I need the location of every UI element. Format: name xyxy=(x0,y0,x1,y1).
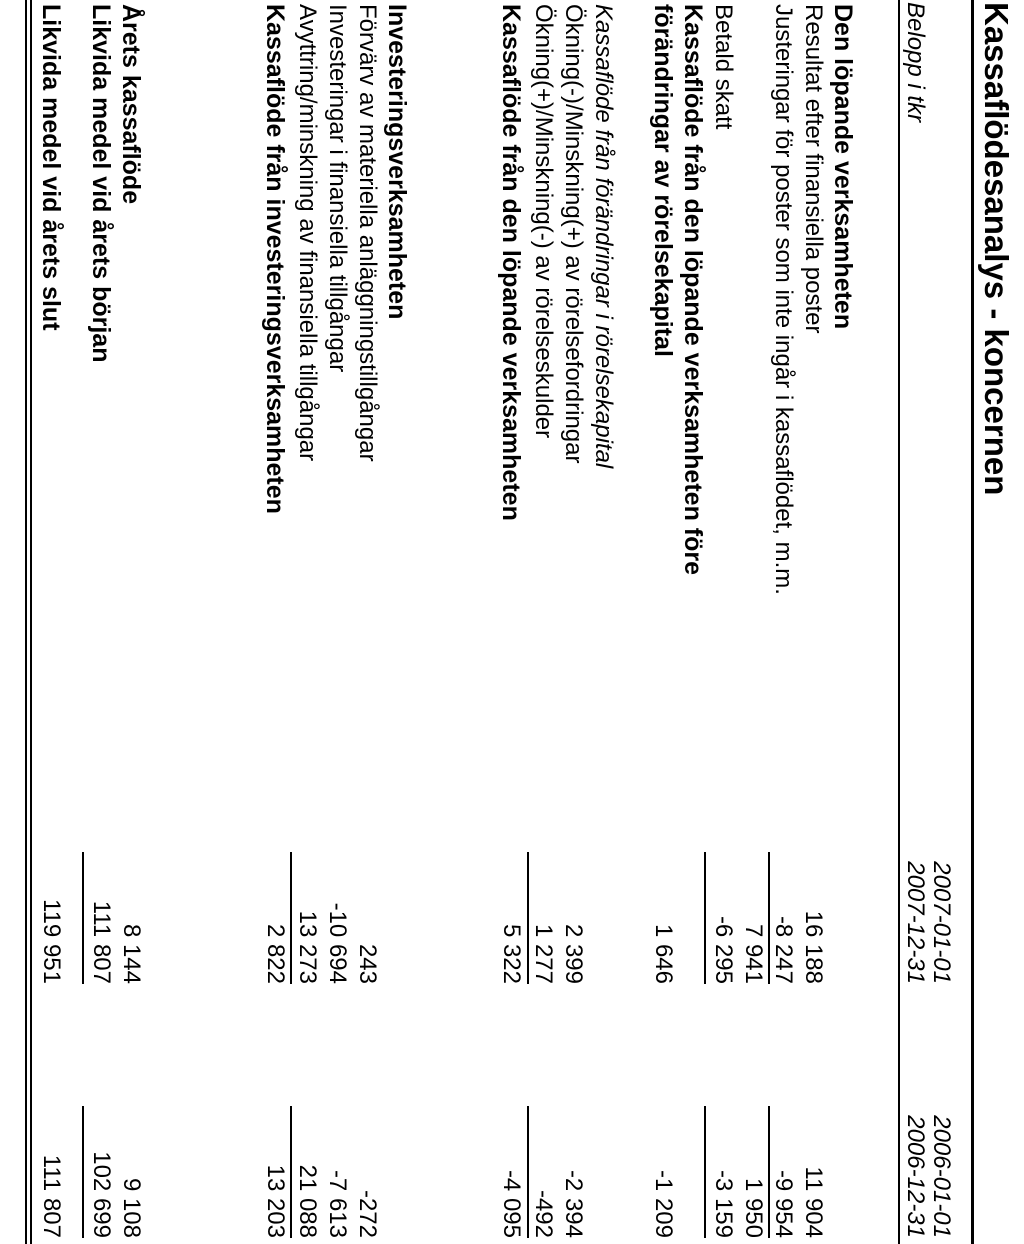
operating-total-2006: -4 095 xyxy=(498,1169,525,1238)
liabilities-2006: -492 xyxy=(530,1189,557,1238)
result-2006: 11 904 xyxy=(800,1166,827,1238)
financial-investments-2006: -7 613 xyxy=(324,1169,351,1238)
opening-cash-2006: 102 699 xyxy=(88,1151,115,1238)
receivables-2006: -2 394 xyxy=(560,1169,587,1238)
before-wc-2006: -1 209 xyxy=(650,1169,677,1238)
financial-investments-label: Investeringar i finansiella tillgångar xyxy=(324,4,351,373)
page-title: Kassaflödesanalys - koncernen xyxy=(978,2,1015,496)
tangible-2007: 243 xyxy=(354,943,381,984)
tax-2007: -6 295 xyxy=(710,915,737,984)
opening-cash-label: Likvida medel vid årets början xyxy=(87,4,115,363)
before-wc-rule-2007 xyxy=(704,852,706,984)
receivables-label: Ökning(-)/Minskning(+) av rörelsefordringar xyxy=(560,4,587,464)
receivables-2007: 2 399 xyxy=(560,923,587,984)
before-wc-rule-2006 xyxy=(704,1106,706,1238)
tax-label: Betald skatt xyxy=(710,4,737,130)
operating-total-label: Kassaflöde från den löpande verksamheten xyxy=(497,4,525,521)
closing-cash-label: Likvida medel vid årets slut xyxy=(37,4,65,331)
period-2007-from: 2007-01-01 xyxy=(928,861,955,984)
closing-cash-2007: 119 951 xyxy=(38,899,65,984)
investing-total-label: Kassaflöde från investeringsverksamheten xyxy=(261,4,289,514)
operating-heading: Den löpande verksamheten xyxy=(829,4,857,330)
financial-investments-2007: -10 694 xyxy=(324,902,351,984)
year-cashflow-label: Årets kassaflöde xyxy=(117,4,145,205)
subtotal-rule-2006 xyxy=(768,1106,770,1238)
subtotal-rule-2007 xyxy=(768,852,770,984)
investing-heading: Investeringsverksamheten xyxy=(383,4,411,320)
operating-total-rule-2007 xyxy=(527,852,529,984)
before-wc-2007: 1 646 xyxy=(650,923,677,984)
adjust-2007: -8 247 xyxy=(770,915,797,984)
unit-label: Belopp i tkr xyxy=(902,2,929,123)
closing-cash-2006: 111 807 xyxy=(38,1154,65,1238)
operating-total-2007: 5 322 xyxy=(498,923,525,984)
tangible-label: Förvärv av materiella anläggningstillgångar xyxy=(354,4,381,462)
title-underline xyxy=(971,0,974,1244)
adjust-2006: -9 954 xyxy=(770,1169,797,1238)
liabilities-2007: 1 277 xyxy=(530,923,557,984)
closing-double-rule-top xyxy=(30,0,32,1244)
working-capital-heading: Kassaflöde från förändringar i rörelsekapital xyxy=(590,4,617,469)
closing-rule-2006 xyxy=(82,1106,84,1238)
period-2007-to: 2007-12-31 xyxy=(902,861,929,984)
header-underline xyxy=(898,0,900,1244)
financial-divestments-2006: 21 088 xyxy=(294,1164,321,1238)
subtotal-2006: 1 950 xyxy=(740,1177,767,1238)
investing-total-2006: 13 203 xyxy=(262,1164,289,1238)
investing-total-2007: 2 822 xyxy=(262,923,289,984)
investing-total-rule-2007 xyxy=(290,852,292,984)
period-2006-from: 2006-01-01 xyxy=(928,1115,955,1238)
year-cashflow-2007: 8 144 xyxy=(118,923,145,984)
adjust-label: Justeringar för poster som inte ingår i kassaflödet, m.m. xyxy=(770,4,797,595)
result-2007: 16 188 xyxy=(800,910,827,984)
period-2006-to: 2006-12-31 xyxy=(902,1115,929,1238)
operating-total-rule-2006 xyxy=(527,1106,529,1238)
opening-cash-2007: 111 807 xyxy=(88,900,115,984)
tax-2006: -3 159 xyxy=(710,1169,737,1238)
year-cashflow-2006: 9 108 xyxy=(118,1177,145,1238)
investing-total-rule-2006 xyxy=(290,1106,292,1238)
subtotal-2007: 7 941 xyxy=(740,923,767,984)
liabilities-label: Ökning(+)/Minskning(-) av rörelseskulder xyxy=(530,4,557,439)
closing-double-rule-bottom xyxy=(25,0,27,1244)
financial-divestments-label: Avyttring/minskning av finansiella tillgångar xyxy=(294,4,321,462)
tangible-2006: -272 xyxy=(354,1189,381,1238)
closing-rule-2007 xyxy=(82,852,84,984)
financial-divestments-2007: 13 273 xyxy=(294,910,321,984)
result-label: Resultat efter finansiella poster xyxy=(800,4,827,334)
before-wc-label-line2: förändringar av rörelsekapital xyxy=(649,4,677,357)
before-wc-label-line1: Kassaflöde från den löpande verksamheten före xyxy=(679,4,707,576)
